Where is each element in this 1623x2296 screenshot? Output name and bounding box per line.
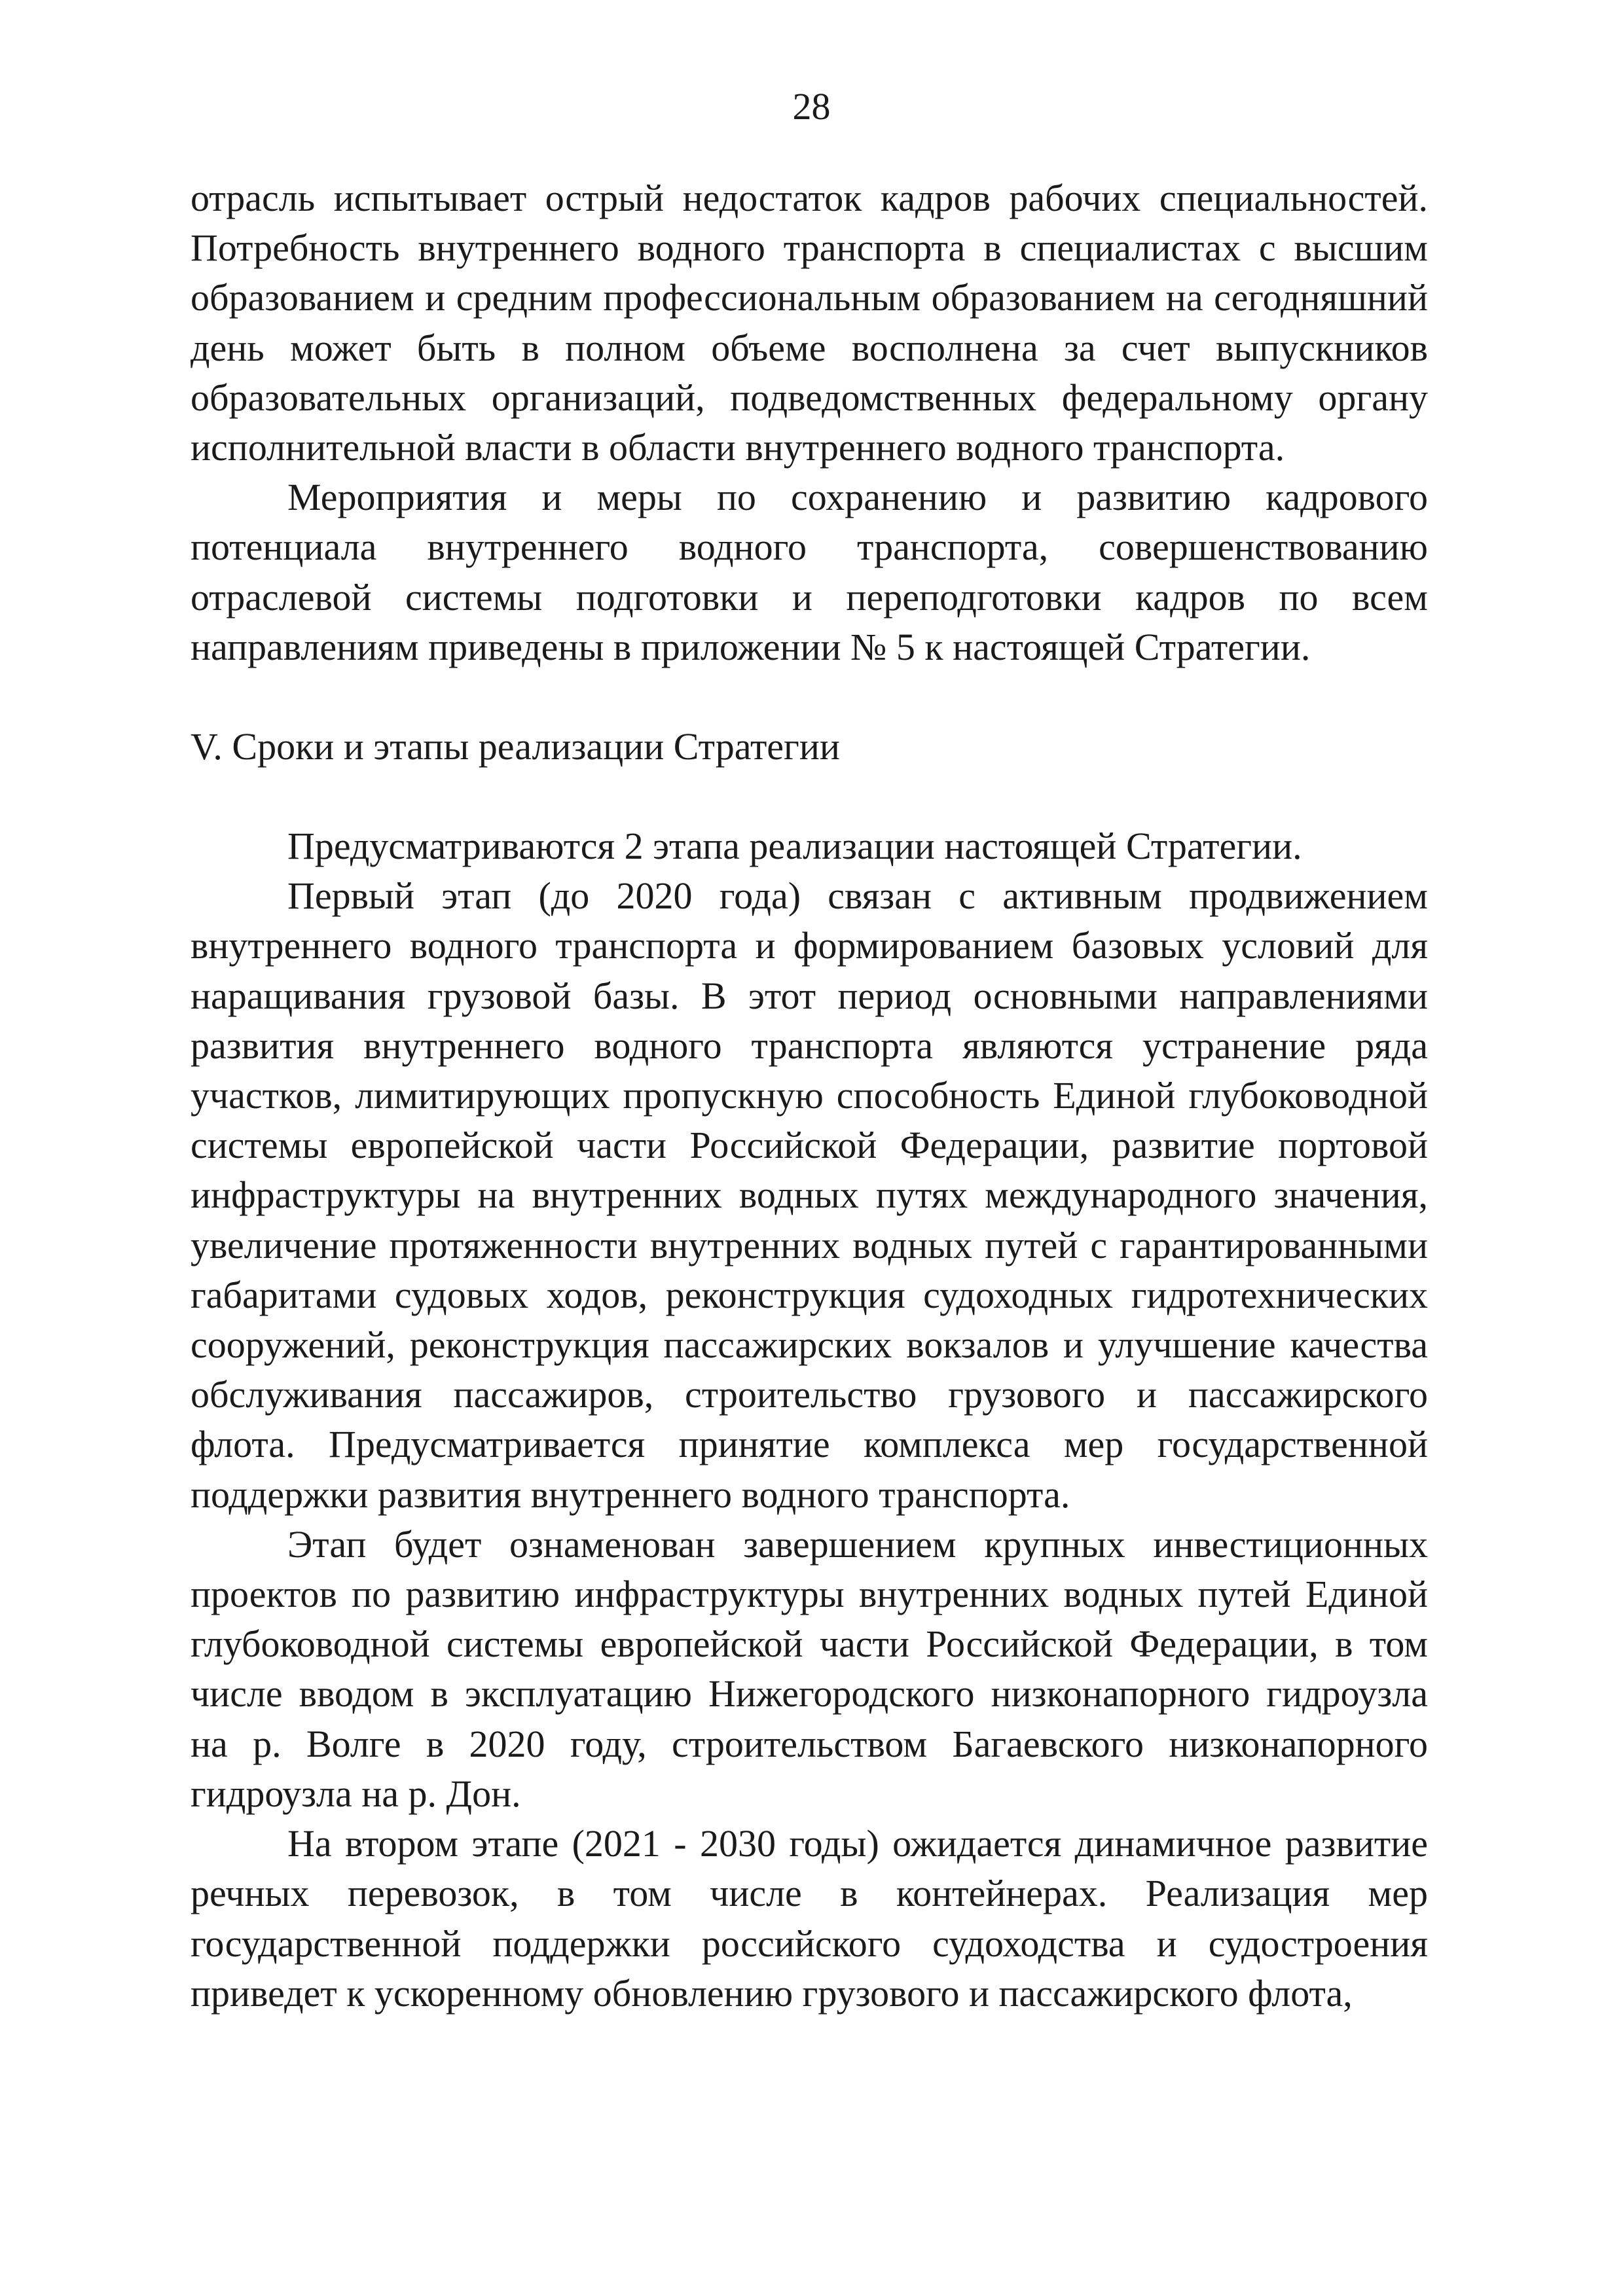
section-heading: V. Сроки и этапы реализации Стратегии [191,725,840,768]
paragraph-stages-intro: Предусматриваются 2 этапа реализации настоящей Стратегии. [287,825,1302,868]
page-number: 28 [792,85,831,128]
paragraph-continuation: отрасль испытывает острый недостаток кадров рабочих специальностей. Потребность внутреннего водного транспорта в специалистах с высшим образованием и средним профессиональным образованием на сегодняшний день может быть в полном объеме восполнена за счет выпускников образовательных организаций, подведомственных федеральному органу исполнительной власти в области внутреннего водного транспорта. [191,177,1428,469]
paragraph-first-stage: Первый этап (до 2020 года) связан с активным продвижением внутреннего водного транспорта и формированием базовых условий для наращивания грузовой базы. В этот период основными направлениями развития внутреннего водного транспорта являются устранение ряда участков, лимитирующих пропускную способность Единой глубоководной системы европейской части Российской Федерации, развитие портовой инфраструктуры на внутренних водных путях международного значения, увеличение протяженности внутренних водных путей с гарантированными габаритами судовых ходов, реконструкция судоходных гидротехнических сооружений, реконструкция пассажирских вокзалов и улучшение качества обслуживания пассажиров, строительство грузового и пассажирского флота. Предусматривается принятие комплекса мер государственной поддержки развития внутреннего водного транспорта. [191,874,1428,1516]
paragraph-stage-completion: Этап будет ознаменован завершением крупных инвестиционных проектов по развитию инфраструктуры внутренних водных путей Единой глубоководной системы европейской части Российской Федерации, в том числе вводом в эксплуатацию Нижегородского низконапорного гидроузла на р. Волге в 2020 году, строительством Багаевского низконапорного гидроузла на р. Дон. [191,1522,1428,1815]
paragraph-personnel-measures: Мероприятия и меры по сохранению и развитию кадрового потенциала внутреннего водного транспорта, совершенствованию отраслевой системы подготовки и переподготовки кадров по всем направлениям приведены в приложении № 5 к настоящей Стратегии. [191,476,1428,668]
document-body [191,173,1428,2018]
paragraph-second-stage: На втором этапе (2021 - 2030 годы) ожидается динамичное развитие речных перевозок, в том числе в контейнерах. Реализация мер государственной поддержки российского судоходства и судостроения приведет к ускоренному обновлению грузового и пассажирского флота, [191,1822,1428,2015]
